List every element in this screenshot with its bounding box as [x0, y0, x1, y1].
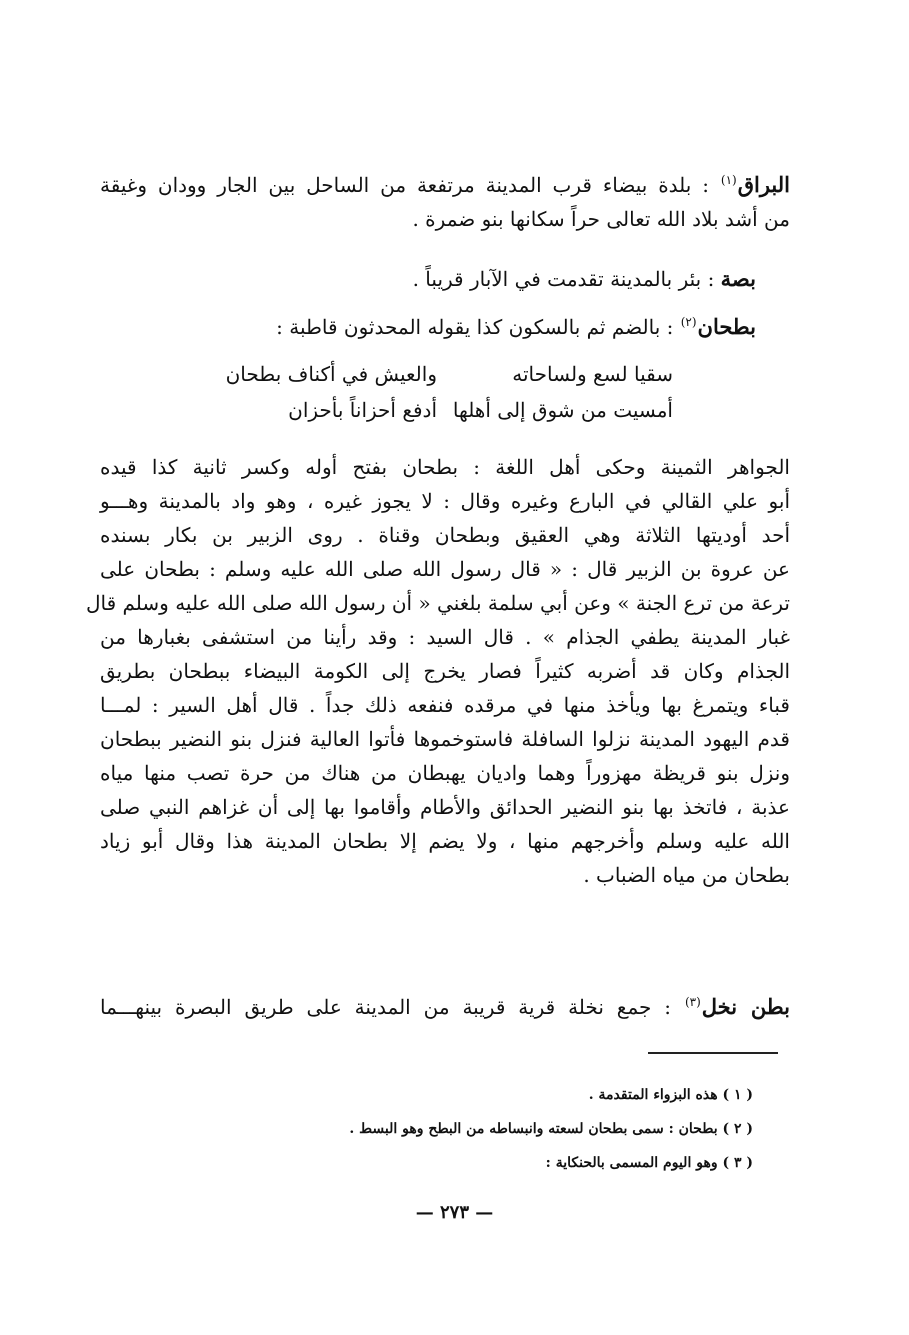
entry-batn-nakhl: [100, 990, 790, 1024]
entry-buraq-line-2: من أشد بلاد الله تعالى حراً سكانها بنو ضمرة .: [412, 207, 790, 231]
paragraph-line: ونزل بنو قريظة مهزوراً وهما واديان يهبطان من هناك من حرة تصب منها مياه: [100, 761, 790, 785]
verse-2-right: أمسيت من شوق إلى أهلها: [452, 398, 673, 422]
entry-batn-nakhl-line: [100, 990, 790, 1024]
verse-1-left: والعيش في أكناف بطحان: [225, 362, 437, 386]
entry-buraq-line-1: [100, 168, 790, 202]
verse-1-right: سقيا لسع ولساحاته: [512, 362, 673, 386]
footnote-1: ( ١ ) هذه البزواء المتقدمة .: [588, 1087, 753, 1103]
paragraph-line: الجواهر الثمينة وحكى أهل اللغة : بطحان بفتح أوله وكسر ثانية كذا قيده: [100, 455, 790, 479]
footnotes: [349, 1078, 753, 1180]
paragraph-line: عذبة ، فاتخذ بها بنو النضير الحدائق والأطام وأقاموا بها إلى أن غزاهم النبي صلى: [100, 795, 790, 819]
entry-buthan: [100, 310, 790, 344]
paragraph-line: الجذام وكان قد أضربه كثيراً فصار يخرج إلى الكومة البيضاء ببطحان بطريق: [100, 659, 790, 683]
entry-term-batn-nakhl: بطن نخل: [701, 994, 790, 1019]
footnote-ref-1: (١): [720, 173, 737, 188]
footnote-3: ( ٣ ) وهو اليوم المسمى بالحنكاية :: [545, 1155, 753, 1171]
entry-term-buraq: البراق: [737, 172, 791, 197]
footnote-ref-2: (٢): [680, 315, 697, 330]
paragraph-line: بطحان من مياه الضباب .: [583, 863, 790, 887]
entry-buthan-paragraph: [85, 450, 790, 892]
entry-basa-line: [100, 262, 790, 296]
entry-batn-nakhl-text: : جمع نخلة قرية قريبة من المدينة على طريق البصرة بينهـــما: [100, 995, 672, 1019]
page-number: — ٢٧٣ —: [415, 1202, 494, 1223]
footnote-2: ( ٢ ) بطحان : سمى بطحان لسعته وانبساطه من البطح وهو البسط .: [349, 1121, 753, 1137]
entry-buraq-text-1: : بلدة بيضاء قرب المدينة مرتفعة من الساحل بين الجار وودان وغيقة: [100, 173, 709, 197]
paragraph-line: ترعة من ترع الجنة » وعن أبي سلمة بلغني « أن رسول الله صلى الله عليه وسلم قال: [85, 591, 790, 615]
entry-term-basa: بصة: [720, 266, 756, 291]
paragraph-line: قباء ويتمرغ بها ويأخذ منها في مرقده فنفعه ذلك جداً . قال أهل السير : لمـــا: [100, 693, 790, 717]
footnote-ref-3: (٣): [684, 995, 701, 1010]
entry-basa: [100, 262, 790, 296]
entry-buraq: [100, 168, 790, 236]
paragraph-line: قدم اليهود المدينة نزلوا السافلة فاستوخموها فأتوا العالية فنزل بنو النضير ببطحان: [100, 727, 790, 751]
verse-2-left: أدفع أحزاناً بأحزان: [288, 398, 437, 422]
entry-term-buthan: بطحان: [697, 314, 756, 339]
entry-buthan-text: : بالضم ثم بالسكون كذا يقوله المحدثون قاطبة :: [276, 315, 674, 339]
footnote-divider: [648, 1052, 778, 1054]
paragraph-line: أبو علي القالي في البارع وغيره وقال : لا يجوز غيره ، وهو واد بالمدينة وهـــو: [100, 489, 790, 513]
entry-basa-text: : بئر بالمدينة تقدمت في الآبار قريباً .: [412, 267, 715, 291]
entry-buthan-line: [100, 310, 790, 344]
paragraph-line: غبار المدينة يطفي الجذام » . قال السيد : وقد رأينا من استشفى بغبارها من: [100, 625, 790, 649]
paragraph-line: عن عروة بن الزبير قال : « قال رسول الله صلى الله عليه وسلم : بطحان على: [100, 557, 790, 581]
paragraph-line: أحد أوديتها الثلاثة وهي العقيق وبطحان وقناة . روى الزبير بن بكار بسنده: [100, 523, 790, 547]
paragraph-line: الله عليه وسلم وأخرجهم منها ، ولا يضم إلا بطحان المدينة هذا وقال أبو زياد: [100, 829, 790, 853]
